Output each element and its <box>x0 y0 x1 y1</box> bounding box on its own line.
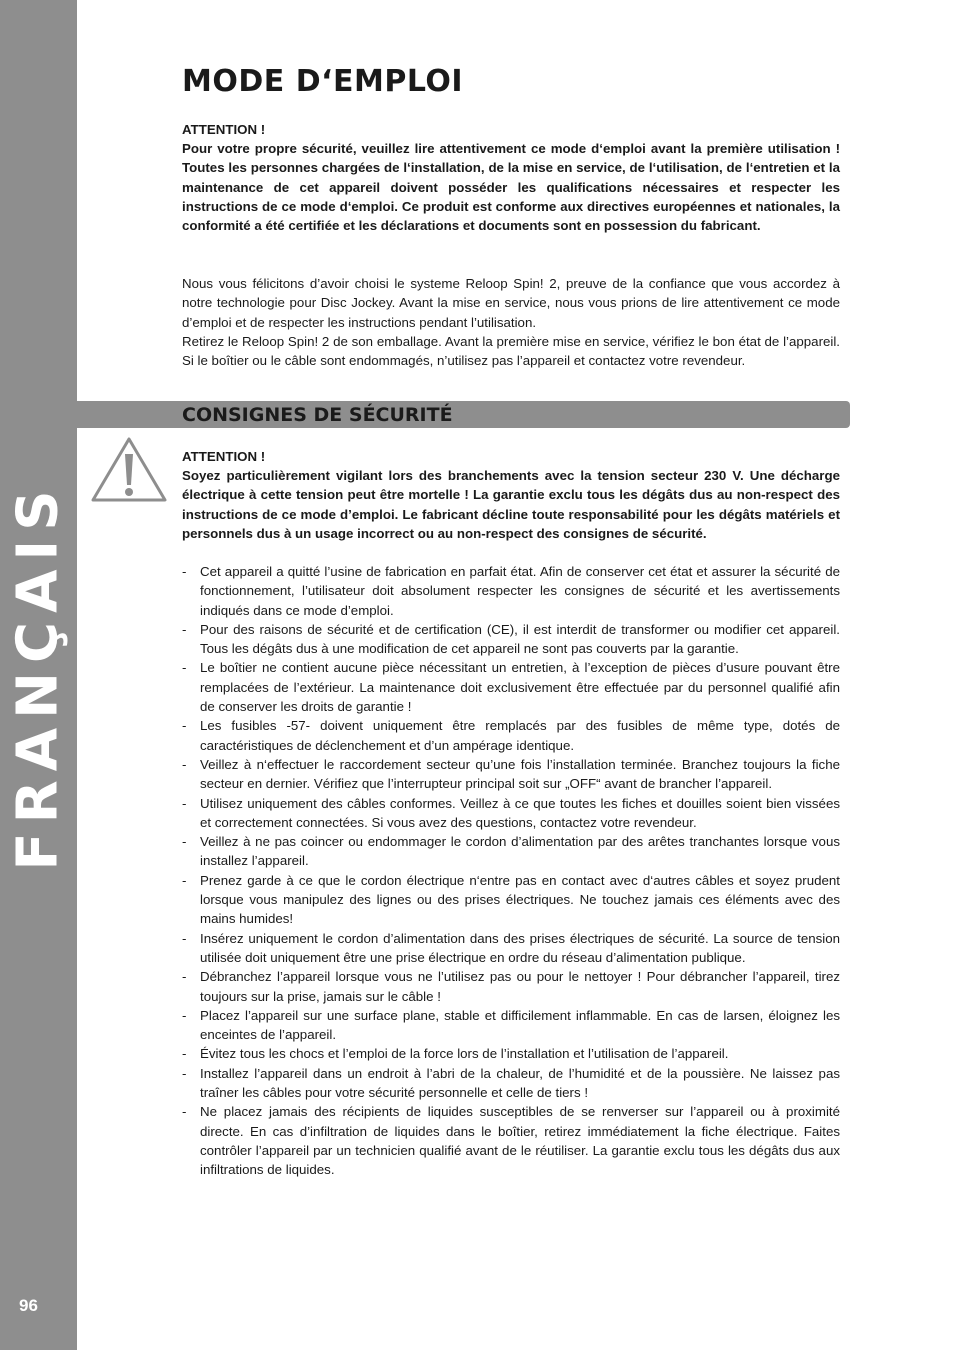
list-item: - Débranchez l’appareil lorsque vous ne l’utilisez pas ou pour le nettoyer ! Pour débrancher l’appareil, tirez toujours sur la prise, jamais sur le câble ! <box>182 967 840 1006</box>
list-item: - Installez l’appareil dans un endroit à l’abri de la chaleur, de l’humidité et de la poussière. Ne laissez pas traîner les câbles pour votre sécurité personnelle et celle de tiers ! <box>182 1064 840 1103</box>
list-item: - Veillez à n‘effectuer le raccordement secteur qu’une fois l’installation terminée. Branchez toujours la fiche secteur en dernier. Vérifiez que l’interrupteur principal soit sur „OFF“ avant de brancher l’appareil. <box>182 755 840 794</box>
list-item: - Ne placez jamais des récipients de liquides susceptibles de se renverser sur l’appareil ou à proximité directe. En cas d’infiltration de liquides dans le boîtier, retirez immédiatement la fiche électrique. Faites contrôler l’appareil par un technicien qualifié avant de le réutiliser. La garantie exclu tous les dégâts dus aux infiltrations de liquides. <box>182 1102 840 1179</box>
intro-attention-text: Pour votre propre sécurité, veuillez lire attentivement ce mode d‘emploi avant la première utilisation ! Toutes les personnes chargées de l‘installation, de la mise en service, de l‘utilisation, de l‘entretien et la maintenance de cet appareil doivent posséder les qualifications nécessaires et respecter les instructions de ce mode d‘emploi. Ce produit est conforme aux directives européennes et nationales, la conformité a été certifiée et les déclarations et documents sont en possession du fabricant. <box>182 141 840 234</box>
intro-attention-label: ATTENTION ! <box>182 122 266 137</box>
page-title: MODE D‘EMPLOI <box>182 64 464 99</box>
list-item: - Insérez uniquement le cordon d’alimentation dans des prises électriques de sécurité. La source de tension utilisée doit uniquement être une prise électrique en ordre du réseau d’alimentation publique. <box>182 929 840 968</box>
list-item: - Veillez à ne pas coincer ou endommager le cordon d’alimentation par des arêtes tranchantes lorsque vous installez l’appareil. <box>182 832 840 871</box>
list-item: - Le boîtier ne contient aucune pièce nécessitant un entretien, à l’exception de pièces d’usure pouvant être remplacées de l’extérieur. La maintenance doit exclusivement être effectuée par du personnel qualifié afin de conserver les droits de garantie ! <box>182 658 840 716</box>
intro-paragraph-1: Nous vous félicitons d’avoir choisi le systeme Reloop Spin! 2, preuve de la confiance que vous accordez à notre technologie pour Disc Jockey. Avant la mise en service, nous vous prions de lire attentivement ce mode d’emploi et de respecter les instructions pendant l’utilisation. <box>182 276 840 330</box>
list-item: - Prenez garde à ce que le cordon électrique n‘entre pas en contact avec d‘autres câbles et soyez prudent lorsque vous manipulez des lignes ou des prises électriques. Ne touchez jamais ces éléments avec des mains humides! <box>182 871 840 929</box>
list-item: - Pour des raisons de sécurité et de certification (CE), il est interdit de transformer ou modifier cet appareil. Tous les dégâts dus à une modification de cet appareil ne sont pas couverts par la garantie. <box>182 620 840 659</box>
safety-attention-text: Soyez particulièrement vigilant lors des branchements avec la tension secteur 230 V. Une décharge électrique à cette tension peut être mortelle ! La garantie exclu tous les dégâts dus au non-respect des instructions de ce mode d’emploi. Le fabricant décline toute responsabilité pour les dégâts matériels et personnels dus à un usage incorrect ou au non-respect des consignes de sécurité. <box>182 468 840 541</box>
intro-paragraph-2: Retirez le Reloop Spin! 2 de son emballage. Avant la première mise en service, vérifiez le bon état de l’appareil. Si le boîtier ou le câble sont endommagés, n’utilisez pas l’appareil et contactez votre revendeur. <box>182 334 840 369</box>
safety-instructions-list <box>182 562 840 1180</box>
list-item: - Les fusibles -57- doivent uniquement être remplacés par des fusibles de même type, dotés de caractéristiques de déclenchement et d’un ampérage identique. <box>182 716 840 755</box>
list-item: - Placez l’appareil sur une surface plane, stable et difficilement inflammable. En cas de larsen, éloignez les enceintes de l’appareil. <box>182 1006 840 1045</box>
safety-heading: CONSIGNES DE SÉCURITÉ <box>182 404 453 426</box>
list-item: - Évitez tous les chocs et l’emploi de la force lors de l’installation et l’utilisation de l’appareil. <box>182 1044 840 1063</box>
language-label: FRANÇAIS <box>5 481 71 871</box>
safety-attention-label: ATTENTION ! <box>182 449 266 464</box>
page-number: 96 <box>19 1296 38 1315</box>
list-item: - Cet appareil a quitté l’usine de fabrication en parfait état. Afin de conserver cet état et assurer la sécurité de fonctionnement, l’utilisateur doit absolument respecter les consignes de sécurité et les avertissements indiqués dans ce mode d’emploi. <box>182 562 840 620</box>
warning-triangle-icon <box>90 436 168 504</box>
list-item: - Utilisez uniquement des câbles conformes. Veillez à ce que toutes les fiches et douilles soient bien vissées et correctement connectées. Si vous avez des questions, contactez votre revendeur. <box>182 794 840 833</box>
language-sidebar <box>0 0 77 1350</box>
